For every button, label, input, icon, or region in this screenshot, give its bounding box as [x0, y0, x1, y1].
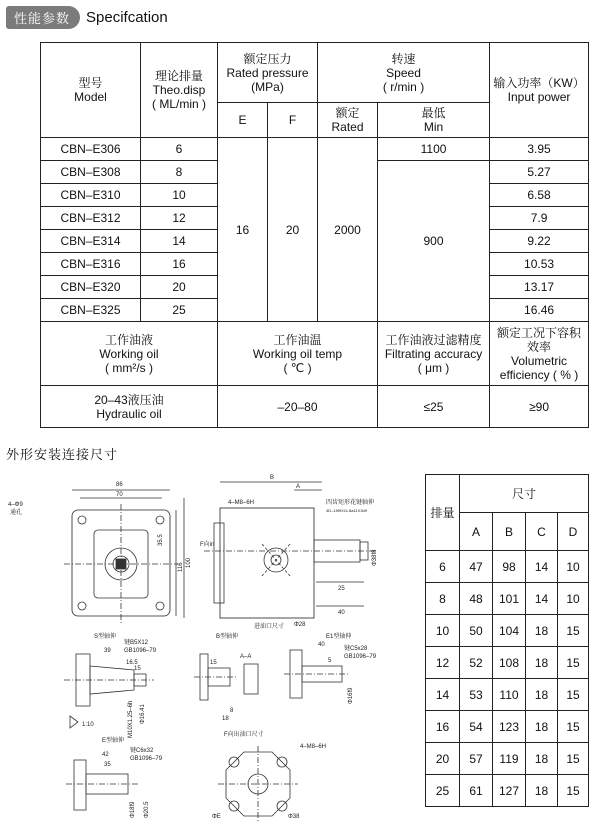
power-cell: 13.17 [490, 276, 589, 299]
side-view [200, 475, 378, 630]
power-cell: 9.22 [490, 230, 589, 253]
label-thread: 4–M8–6H [228, 500, 255, 506]
section-header [6, 6, 168, 28]
dim-header-displacement: 排量 [426, 475, 460, 551]
b-shaft [194, 632, 258, 722]
label-spline: 四齿矩形花键轴伸 [326, 500, 375, 506]
dim-row: 25 61 127 18 15 [426, 775, 589, 807]
disp-cell: 8 [141, 161, 218, 184]
dim-col-b: B [493, 513, 526, 551]
model-cell: CBN–E316 [41, 253, 141, 276]
label-through: 通孔 [10, 510, 23, 516]
temp-header: 工作油温 Working oil temp ( ℃ ) [218, 322, 378, 386]
label-d40: 40 [338, 610, 345, 616]
label-e-dia1: Φ18f9 [130, 801, 136, 818]
disp-cell: 14 [141, 230, 218, 253]
dimension-table [425, 474, 589, 807]
disp-cell: 6 [141, 138, 218, 161]
model-cell: CBN–E308 [41, 161, 141, 184]
min-speed-cell: 1100 [378, 138, 490, 161]
header-pressure: 额定压力 Rated pressure (MPa) [218, 43, 318, 103]
header-speed: 转速 Speed ( r/min ) [318, 43, 490, 103]
dim-row: 8 48 101 14 10 [426, 583, 589, 615]
label-39: 39 [104, 648, 111, 654]
disp-cell: 12 [141, 207, 218, 230]
label-e1-5: 5 [328, 658, 332, 664]
filter-header: 工作油液过滤精度 Filtrating accuracy ( μm ) [378, 322, 490, 386]
spec-table [40, 42, 589, 428]
label-100: 100 [186, 557, 192, 568]
power-cell: 10.53 [490, 253, 589, 276]
label-aa: A–A [240, 654, 252, 660]
pressure-f-cell: 20 [268, 138, 318, 322]
model-cell: CBN–E320 [41, 276, 141, 299]
dim-col-c: C [526, 513, 558, 551]
label-e-dia2: Φ20.5 [144, 801, 150, 818]
label-frin: F向in [200, 542, 215, 548]
label-70: 70 [116, 492, 123, 498]
front-view [8, 482, 192, 624]
dim-row: 20 57 119 18 15 [426, 743, 589, 775]
label-86: 86 [116, 482, 123, 488]
rated-speed-cell: 2000 [318, 138, 378, 322]
model-cell: CBN–E325 [41, 299, 141, 322]
label-b-15: 15 [210, 660, 217, 666]
section-title: Specifcation [86, 8, 168, 26]
e-shaft [66, 736, 163, 818]
label-d28: Φ28 [294, 622, 306, 628]
disp-cell: 25 [141, 299, 218, 322]
label-d38: Φ38f8 [372, 549, 378, 566]
s-shaft [64, 632, 157, 738]
dim-row: 16 54 123 18 15 [426, 711, 589, 743]
label-s-thread: M10X1.25–6h [128, 700, 134, 738]
label-s-dia: Φ16.41 [140, 704, 146, 724]
label-16-5: 16.5 [126, 660, 138, 666]
min-speed-cell: 900 [378, 161, 490, 322]
label-port: 进油口尺寸 [254, 624, 285, 630]
section-tag: 性能参数 [6, 6, 80, 29]
oil-header: 工作油液 Working oil ( mm²/s ) [41, 322, 218, 386]
section2-title: 外形安装连接尺寸 [6, 447, 119, 462]
label-d25: 25 [338, 586, 345, 592]
label-B: B [270, 475, 275, 481]
label-b-title: B型轴伸 [216, 634, 239, 640]
dim-row: 6 47 98 14 10 [426, 551, 589, 583]
header-model: 型号 Model [41, 43, 141, 138]
label-e1-40: 40 [318, 642, 325, 648]
header-min: 最低 Min [378, 103, 490, 138]
temp-value: –20–80 [218, 386, 378, 428]
label-f-de: ΦE [212, 814, 221, 820]
oil-value: 20–43液压油 Hydraulic oil [41, 386, 218, 428]
dim-header-size: 尺寸 [460, 475, 589, 513]
label-b-8: 8 [230, 708, 234, 714]
dim-col-d: D [558, 513, 589, 551]
label-e-std: GB1096–79 [130, 756, 163, 762]
label-s-std: GB1096–79 [124, 648, 157, 654]
label-f-d38: Φ38 [288, 814, 300, 820]
header-disp: 理论排量 Theo.disp ( ML/min ) [141, 43, 218, 138]
label-35: 35.5 [158, 534, 164, 546]
label-f-title: F向出油口尺寸 [224, 732, 264, 738]
power-cell: 6.58 [490, 184, 589, 207]
label-A: A [296, 484, 301, 490]
label-e-35: 35 [104, 762, 111, 768]
eff-value: ≥90 [490, 386, 589, 428]
label-taper: 1:10 [82, 722, 94, 728]
model-cell: CBN–E312 [41, 207, 141, 230]
power-cell: 16.46 [490, 299, 589, 322]
model-cell: CBN–E310 [41, 184, 141, 207]
label-116: 116 [178, 562, 184, 572]
header-e: E [218, 103, 268, 138]
label-e1-dia: Φ16f9 [348, 687, 354, 704]
model-cell: CBN–E306 [41, 138, 141, 161]
dimension-drawing [4, 468, 420, 824]
power-cell: 7.9 [490, 207, 589, 230]
label-f-thread: 4–M8–6H [300, 744, 327, 750]
label-e1-std: GB1096–79 [344, 654, 377, 660]
disp-cell: 20 [141, 276, 218, 299]
header-power: 输入功率（KW） Input power [490, 43, 589, 138]
e1-shaft [284, 632, 377, 704]
label-e1-key: 键C5x28 [344, 646, 368, 652]
power-cell: 5.27 [490, 161, 589, 184]
label-e-title: E型轴伸 [102, 738, 125, 744]
label-b-18: 18 [222, 716, 229, 722]
label-e1-title: E1型轴伸 [326, 634, 352, 640]
dim-row: 14 53 110 18 15 [426, 679, 589, 711]
dim-col-a: A [460, 513, 493, 551]
label-e-key: 键C6x32 [130, 748, 154, 754]
dim-row: 12 52 108 18 15 [426, 647, 589, 679]
label-s-key: 键B5X12 [124, 640, 149, 646]
power-cell: 3.95 [490, 138, 589, 161]
label-spline-code: 4D–15f9X11.8a11X3d9 [326, 508, 367, 513]
f-view [212, 730, 326, 822]
dim-row: 10 50 104 18 15 [426, 615, 589, 647]
disp-cell: 16 [141, 253, 218, 276]
label-s-title: S型轴伸 [94, 634, 117, 640]
label-hole: 4–Φ9 [8, 502, 23, 508]
label-e-42: 42 [102, 752, 109, 758]
header-f: F [268, 103, 318, 138]
disp-cell: 10 [141, 184, 218, 207]
label-s-15: 15 [134, 666, 141, 672]
pressure-e-cell: 16 [218, 138, 268, 322]
model-cell: CBN–E314 [41, 230, 141, 253]
header-rated: 额定 Rated [318, 103, 378, 138]
eff-header: 额定工况下容积 效率 Volumetric efficiency ( % ) [490, 322, 589, 386]
filter-value: ≤25 [378, 386, 490, 428]
